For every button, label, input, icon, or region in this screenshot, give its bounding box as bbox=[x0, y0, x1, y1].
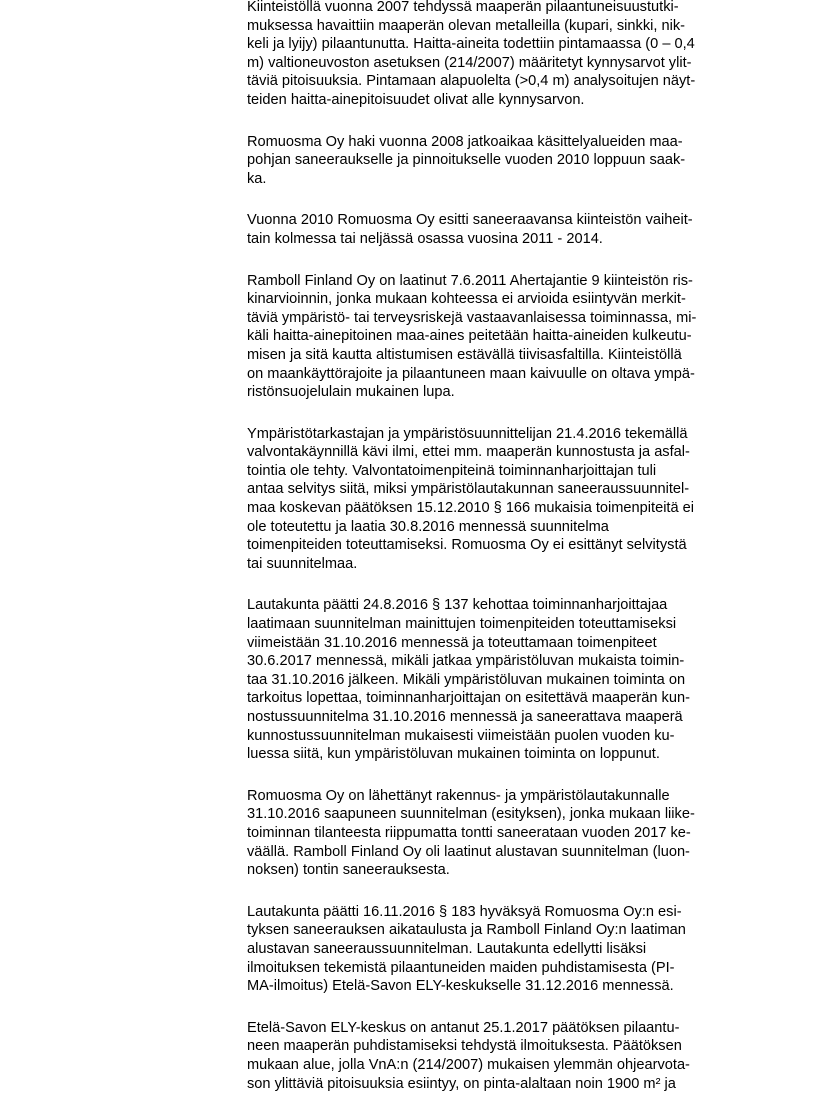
text-line: Vuonna 2010 Romuosma Oy esitti saneeraavansa kiinteistön vaiheit- bbox=[247, 212, 693, 229]
document-body bbox=[247, 0, 742, 1116]
text-line: Ympäristötarkastajan ja ympäristösuunnittelijan 21.4.2016 tekemällä bbox=[247, 425, 688, 442]
text-line: tain kolmessa tai neljässä osassa vuosina 2011 - 2014. bbox=[247, 230, 603, 247]
text-line: ilmoituksen tekemistä pilaantuneiden maiden puhdistamisesta (PI- bbox=[247, 959, 675, 976]
text-line: Romuosma Oy haki vuonna 2008 jatkoaikaa käsittelyalueiden maa- bbox=[247, 133, 683, 150]
text-line: ole toteutettu ja laatia 30.8.2016 mennessä suunnitelma bbox=[247, 518, 609, 535]
text-line: Lautakunta päätti 24.8.2016 § 137 kehottaa toiminnanharjoittajaa bbox=[247, 597, 668, 614]
text-line: Kiinteistöllä vuonna 2007 tehdyssä maaperän pilaantuneisuustutki- bbox=[247, 0, 679, 15]
text-line: 30.6.2017 mennessä, mikäli jatkaa ympäristöluvan mukaista toimin- bbox=[247, 653, 685, 670]
text-line: pohjan saneeraukselle ja pinnoitukselle vuoden 2010 loppuun saak- bbox=[247, 152, 686, 169]
text-line: toimenpiteiden toteuttamiseksi. Romuosma Oy ei esittänyt selvitystä bbox=[247, 537, 687, 554]
text-line: on maankäyttörajoite ja pilaantuneen maan kaivuulle on oltava ympä- bbox=[247, 365, 695, 382]
text-line: teiden haitta-ainepitoisuudet olivat alle kynnysarvon. bbox=[247, 91, 585, 108]
text-line: viimeistään 31.10.2016 mennessä ja toteuttamaan toimenpiteet bbox=[247, 634, 657, 651]
paragraph-romuosma-plan bbox=[247, 787, 742, 880]
text-line: misen ja sitä kautta altistumisen estävällä tiivisasfaltilla. Kiinteistöllä bbox=[247, 346, 682, 363]
text-line: tai suunnitelmaa. bbox=[247, 555, 358, 572]
text-line: son ylittäviä pitoisuuksia esiintyy, on pinta-alaltaan noin 1900 m² ja bbox=[247, 1075, 676, 1092]
text-line: kinarvioinnin, jonka mukaan kohteessa ei arvioida esiintyvän merkit- bbox=[247, 291, 686, 308]
text-line: väällä. Ramboll Finland Oy oli laatinut alustavan suunnitelman (luon- bbox=[247, 843, 690, 860]
paragraph-2007-investigation bbox=[247, 0, 742, 110]
text-line: 31.10.2016 saapuneen suunnitelman (esityksen), jonka mukaan liike- bbox=[247, 806, 695, 823]
text-line: Lautakunta päätti 16.11.2016 § 183 hyväksyä Romuosma Oy:n esi- bbox=[247, 903, 682, 920]
text-line: alustavan saneeraussuunnitelman. Lautakunta edellytti lisäksi bbox=[247, 940, 647, 957]
paragraph-board-decision-nov-2016 bbox=[247, 903, 742, 996]
paragraph-2011-risk-assessment bbox=[247, 272, 742, 402]
text-line: Etelä-Savon ELY-keskus on antanut 25.1.2017 päätöksen pilaantu- bbox=[247, 1019, 680, 1036]
text-line: noksen) tontin saneerauksesta. bbox=[247, 862, 450, 879]
text-line: kunnostussuunnitelman mukaisesti viimeistään puolen vuoden ku- bbox=[247, 727, 675, 744]
text-line: tyksen saneerauksen aikataulusta ja Ramboll Finland Oy:n laatiman bbox=[247, 922, 686, 939]
text-line: luessa siitä, kun ympäristöluvan mukainen toiminta on loppunut. bbox=[247, 746, 660, 763]
text-line: Romuosma Oy on lähettänyt rakennus- ja ympäristölautakunnalle bbox=[247, 787, 670, 804]
text-line: neen maaperän puhdistamiseksi tehdystä ilmoituksesta. Päätöksen bbox=[247, 1038, 682, 1055]
text-line: valvontakäynnillä kävi ilmi, ettei mm. maaperän kunnostusta ja asfal- bbox=[247, 444, 690, 461]
text-line: muksessa havaittiin maaperän olevan metalleilla (kupari, sinkki, nik- bbox=[247, 17, 686, 34]
text-line: Ramboll Finland Oy on laatinut 7.6.2011 Ahertajantie 9 kiinteistön ris- bbox=[247, 272, 693, 289]
text-line: m) valtioneuvoston asetuksen (214/2007) määritetyt kynnysarvot ylit- bbox=[247, 54, 692, 71]
text-line: laatimaan suunnitelman mainittujen toimenpiteiden toteuttamiseksi bbox=[247, 616, 677, 633]
text-line: tarkoitus lopettaa, toiminnanharjoittajan on esitettävä maaperän kun- bbox=[247, 690, 690, 707]
text-line: antaa selvitys siitä, miksi ympäristölautakunnan saneeraussuunnitel- bbox=[247, 481, 690, 498]
text-line: täviä ympäristö- tai terveysriskejä vastaavanlaisessa toiminnassa, mi- bbox=[247, 309, 697, 326]
text-line: keli ja lyijy) pilaantunutta. Haitta-aineita todettiin pintamaassa (0 – 0,4 bbox=[247, 36, 695, 53]
text-line: mukaan alue, jolla VnA:n (214/2007) mukaisen ylemmän ohjearvota- bbox=[247, 1056, 690, 1073]
text-line: ka. bbox=[247, 170, 267, 187]
text-line: nostussuunnitelma 31.10.2016 mennessä ja saneerattava maaperä bbox=[247, 709, 683, 725]
text-line: MA-ilmoitus) Etelä-Savon ELY-keskukselle 31.12.2016 mennessä. bbox=[247, 978, 674, 995]
text-line: maa koskevan päätöksen 15.12.2010 § 166 mukaisia toimenpiteitä ei bbox=[247, 500, 695, 517]
text-line: toiminnan tilanteesta riippumatta tontti saneerataan vuoden 2017 ke- bbox=[247, 824, 691, 841]
paragraph-2016-inspection bbox=[247, 425, 742, 574]
paragraph-2010-plan bbox=[247, 211, 742, 248]
text-line: ristönsuojelulain mukainen lupa. bbox=[247, 384, 455, 401]
text-line: taa 31.10.2016 jälkeen. Mikäli ympäristöluvan mukainen toiminta on bbox=[247, 671, 686, 688]
text-line: tointia ole tehty. Valvontatoimenpiteinä toiminnanharjoittajan tuli bbox=[247, 462, 657, 479]
paragraph-board-decision-aug-2016 bbox=[247, 596, 742, 763]
paragraph-2008-extension bbox=[247, 133, 742, 189]
text-line: täviä pitoisuuksia. Pintamaan alapuolelta (>0,4 m) analysoitujen näyt- bbox=[247, 73, 696, 90]
text-line: käli haitta-ainepitoinen maa-aines peitetään haitta-aineiden kulkeutu- bbox=[247, 328, 692, 345]
